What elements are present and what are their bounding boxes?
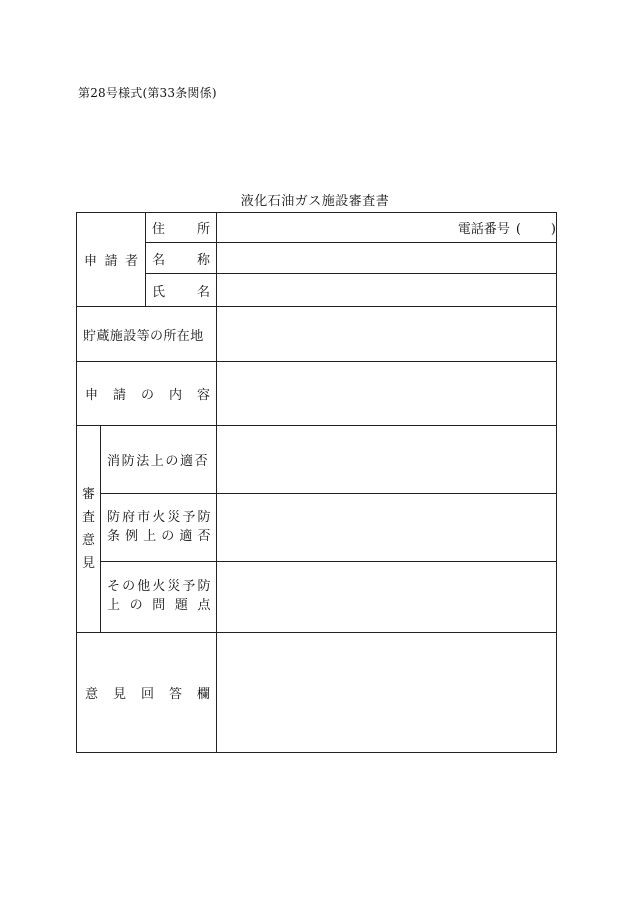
- ordinance-label: 防 府 市 火 災 予 防 条 例 上 の 適 否: [101, 494, 217, 562]
- row-other-issues: [77, 562, 557, 633]
- row-storage-location: [77, 307, 557, 362]
- row-ordinance: [77, 494, 557, 562]
- person-name-field[interactable]: [217, 274, 557, 307]
- row-person: [77, 274, 557, 307]
- name-label: 名 称: [146, 243, 217, 274]
- other-issues-field[interactable]: [217, 562, 557, 633]
- phone-open-paren: (: [515, 222, 521, 237]
- storage-location-field[interactable]: [217, 307, 557, 362]
- document-title: 液化石油ガス施設審査書: [240, 194, 390, 209]
- storage-location-label: 貯蔵施設等の所在地: [77, 307, 217, 362]
- other-issues-label: そ の 他 火 災 予 防 上 の 問 題 点: [101, 562, 217, 633]
- fire-law-label: 消防法上の適否: [101, 426, 217, 494]
- answer-label: 意 見 回 答 欄: [77, 633, 217, 753]
- application-content-label: 申 請 の 内 容: [77, 362, 217, 426]
- fire-law-field[interactable]: [217, 426, 557, 494]
- phone-label: 電話番号: [457, 222, 510, 237]
- address-field[interactable]: [217, 213, 557, 243]
- row-fire-law: [77, 426, 557, 494]
- phone-close-paren: ): [550, 222, 556, 237]
- applicant-group-label: 申 請 者: [77, 213, 146, 307]
- row-address: [77, 213, 557, 243]
- review-group-label: 審 査 意 見: [77, 426, 101, 633]
- address-label: 住 所: [146, 213, 217, 243]
- ordinance-field[interactable]: [217, 494, 557, 562]
- review-form-table: [76, 212, 557, 753]
- answer-field[interactable]: [217, 633, 557, 753]
- row-name: [77, 243, 557, 274]
- row-application-content: [77, 362, 557, 426]
- row-answer: [77, 633, 557, 753]
- person-name-label: 氏 名: [146, 274, 217, 307]
- form-number: 第28号様式(第33条関係): [78, 86, 217, 100]
- name-field[interactable]: [217, 243, 557, 274]
- application-content-field[interactable]: [217, 362, 557, 426]
